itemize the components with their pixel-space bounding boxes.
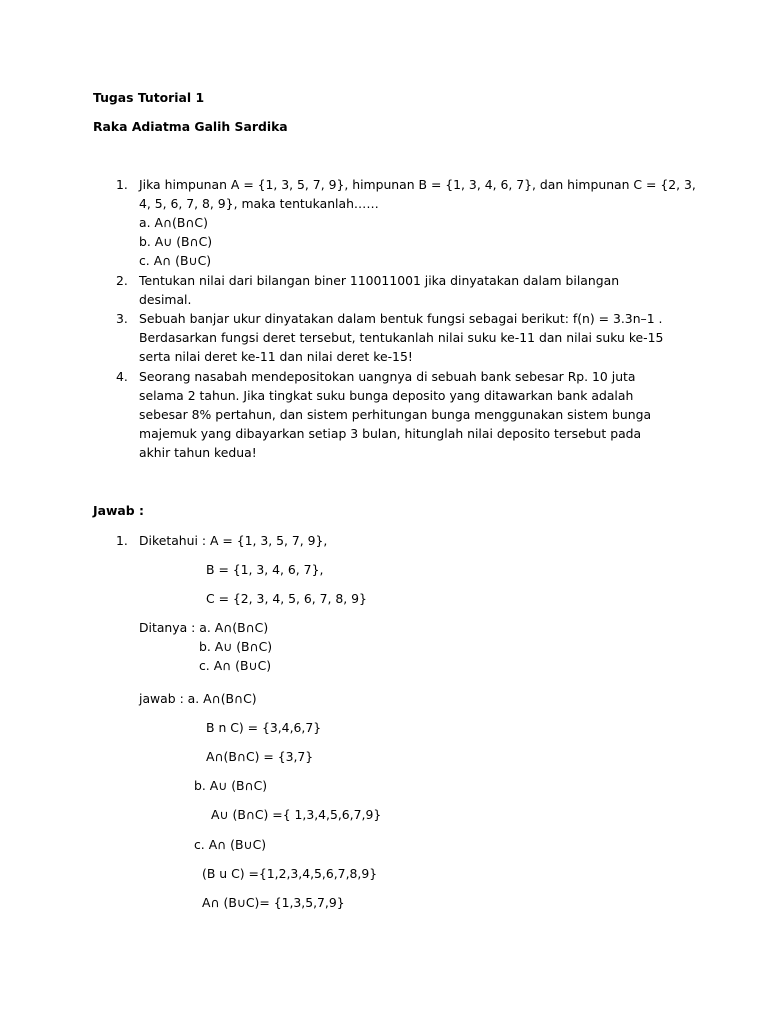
answer-heading: Jawab : [93, 503, 144, 518]
work-c-step-2: A∩ (B∪C)= {1,3,5,7,9} [202, 895, 345, 910]
question-line: Jika himpunan A = {1, 3, 5, 7, 9}, himpunan B = {1, 3, 4, 6, 7}, dan himpunan C = {2, 3, [139, 177, 696, 192]
question-number: 1. [116, 177, 128, 192]
question-line: serta nilai deret ke-11 dan nilai deret ke-15! [139, 349, 413, 364]
question-line: majemuk yang dibayarkan setiap 3 bulan, hitunglah nilai deposito tersebut pada [139, 426, 642, 441]
work-c: c. A∩ (B∪C) [194, 837, 267, 852]
question-number: 3. [116, 311, 128, 326]
work-a: jawab : a. A∩(B∩C) [139, 691, 257, 706]
work-b-step-1: A∪ (B∩C) ={ 1,3,4,5,6,7,9} [211, 807, 382, 822]
asked-c: c. A∩ (B∪C) [199, 658, 272, 673]
question-line: Sebuah banjar ukur dinyatakan dalam bentuk fungsi sebagai berikut: f(n) = 3.3n–1 . [139, 311, 663, 326]
question-line: akhir tahun kedua! [139, 445, 257, 460]
question-number: 4. [116, 369, 128, 384]
work-a-step-1: B n C) = {3,4,6,7} [206, 720, 322, 735]
question-line: desimal. [139, 292, 192, 307]
work-c-step-1: (B u C) ={1,2,3,4,5,6,7,8,9} [202, 866, 378, 881]
question-line: sebesar 8% pertahun, dan sistem perhitungan bunga menggunakan sistem bunga [139, 407, 652, 422]
work-b: b. A∪ (B∩C) [194, 778, 268, 793]
question-line: selama 2 tahun. Jika tingkat suku bunga deposito yang ditawarkan bank adalah [139, 388, 634, 403]
question-line: Berdasarkan fungsi deret tersebut, tentukanlah nilai suku ke-11 dan nilai suku ke-15 [139, 330, 664, 345]
known-b: B = {1, 3, 4, 6, 7}, [206, 562, 324, 577]
known-a: Diketahui : A = {1, 3, 5, 7, 9}, [139, 533, 328, 548]
question-number: 2. [116, 273, 128, 288]
answer-number: 1. [116, 533, 128, 548]
known-c: C = {2, 3, 4, 5, 6, 7, 8, 9} [206, 591, 367, 606]
question-line: Seorang nasabah mendepositokan uangnya di sebuah bank sebesar Rp. 10 juta [139, 369, 636, 384]
asked-a: Ditanya : a. A∩(B∩C) [139, 620, 269, 635]
question-option: a. A∩(B∩C) [139, 215, 208, 230]
question-option: b. A∪ (B∩C) [139, 234, 213, 249]
question-option: c. A∩ (B∪C) [139, 253, 212, 268]
doc-title: Tugas Tutorial 1 [93, 90, 205, 105]
asked-b: b. A∪ (B∩C) [199, 639, 273, 654]
question-line: Tentukan nilai dari bilangan biner 110011001 jika dinyatakan dalam bilangan [139, 273, 620, 288]
question-line: 4, 5, 6, 7, 8, 9}, maka tentukanlah…… [139, 196, 379, 211]
work-a-step-2: A∩(B∩C) = {3,7} [206, 749, 314, 764]
doc-author: Raka Adiatma Galih Sardika [93, 119, 288, 134]
